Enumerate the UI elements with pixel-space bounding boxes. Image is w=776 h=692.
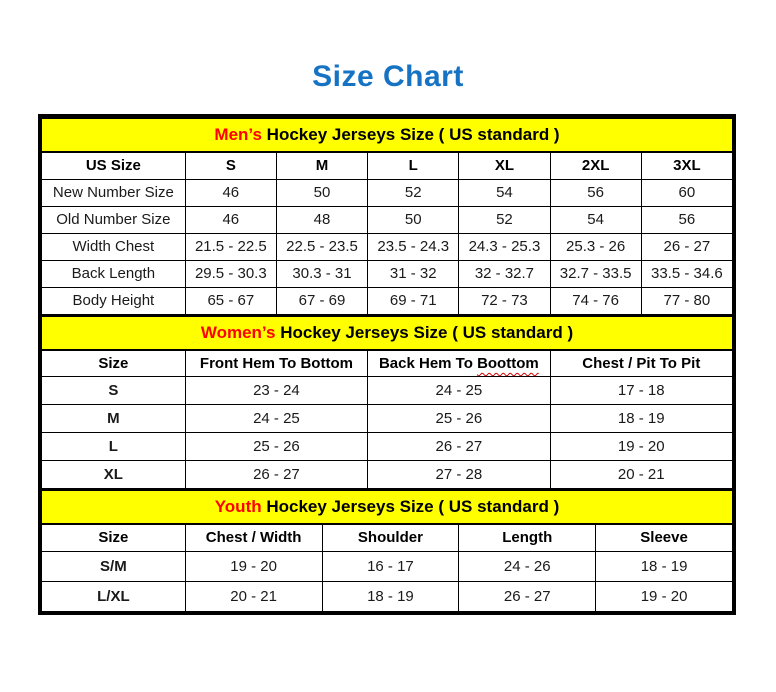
column-header: Sleeve xyxy=(596,524,733,551)
size-cell: 25 - 26 xyxy=(368,405,550,433)
size-cell: 29.5 - 30.3 xyxy=(185,260,276,287)
size-cell: 46 xyxy=(185,179,276,206)
column-header: S xyxy=(185,152,276,179)
size-cell: 54 xyxy=(550,206,641,233)
column-header: Shoulder xyxy=(322,524,459,551)
size-cell: 30.3 - 31 xyxy=(276,260,367,287)
size-cell: 27 - 28 xyxy=(368,461,550,489)
size-cell: 25.3 - 26 xyxy=(550,233,641,260)
table-row xyxy=(42,581,733,611)
size-cell: 19 - 20 xyxy=(185,551,322,581)
column-header: Length xyxy=(459,524,596,551)
youth-section-header xyxy=(42,490,733,524)
womens-section-header xyxy=(42,316,733,350)
size-cell: 18 - 19 xyxy=(596,551,733,581)
column-header: Size xyxy=(42,350,186,377)
youth-section-title: Hockey Jerseys Size ( US standard ) xyxy=(261,497,560,516)
column-header: US Size xyxy=(42,152,186,179)
size-cell: 18 - 19 xyxy=(322,581,459,611)
size-cell: 31 - 32 xyxy=(368,260,459,287)
size-cell: 26 - 27 xyxy=(459,581,596,611)
table-row xyxy=(42,287,733,314)
page-title: Size Chart xyxy=(312,60,464,93)
misspelled-word: Boottom xyxy=(477,354,539,372)
column-header: 2XL xyxy=(550,152,641,179)
table-row xyxy=(42,260,733,287)
womens-header-row xyxy=(42,350,733,377)
size-cell: 24 - 26 xyxy=(459,551,596,581)
mens-section-accent: Men’s xyxy=(214,125,262,144)
mens-section-header xyxy=(42,118,733,152)
size-cell: 23 - 24 xyxy=(185,377,367,405)
youth-size-table xyxy=(41,489,733,612)
size-cell: 24 - 25 xyxy=(368,377,550,405)
column-header: M xyxy=(276,152,367,179)
column-header: Chest / Width xyxy=(185,524,322,551)
size-cell: 24 - 25 xyxy=(185,405,367,433)
size-cell: 72 - 73 xyxy=(459,287,550,314)
table-row xyxy=(42,377,733,405)
size-cell: 50 xyxy=(276,179,367,206)
column-header: L xyxy=(368,152,459,179)
row-label: Body Height xyxy=(42,287,186,314)
table-row xyxy=(42,405,733,433)
mens-size-table xyxy=(41,117,733,315)
column-header: Chest / Pit To Pit xyxy=(550,350,732,377)
size-cell: 74 - 76 xyxy=(550,287,641,314)
column-header: Back Hem To Boottom xyxy=(368,350,550,377)
row-label: S xyxy=(42,377,186,405)
column-header: Size xyxy=(42,524,186,551)
column-header: XL xyxy=(459,152,550,179)
size-cell: 52 xyxy=(368,179,459,206)
size-chart-tables xyxy=(38,114,736,615)
mens-header-row xyxy=(42,152,733,179)
mens-section-title: Hockey Jerseys Size ( US standard ) xyxy=(261,125,560,144)
youth-section-accent: Youth xyxy=(214,497,262,516)
size-cell: 46 xyxy=(185,206,276,233)
row-label: Back Length xyxy=(42,260,186,287)
size-cell: 24.3 - 25.3 xyxy=(459,233,550,260)
row-label: M xyxy=(42,405,186,433)
table-row xyxy=(42,179,733,206)
size-cell: 69 - 71 xyxy=(368,287,459,314)
size-cell: 56 xyxy=(641,206,732,233)
size-cell: 26 - 27 xyxy=(185,461,367,489)
table-row xyxy=(42,206,733,233)
size-cell: 22.5 - 23.5 xyxy=(276,233,367,260)
size-cell: 19 - 20 xyxy=(596,581,733,611)
table-row xyxy=(42,551,733,581)
row-label: New Number Size xyxy=(42,179,186,206)
size-cell: 67 - 69 xyxy=(276,287,367,314)
size-cell: 26 - 27 xyxy=(641,233,732,260)
size-cell: 23.5 - 24.3 xyxy=(368,233,459,260)
size-cell: 21.5 - 22.5 xyxy=(185,233,276,260)
table-row xyxy=(42,433,733,461)
size-cell: 52 xyxy=(459,206,550,233)
size-cell: 50 xyxy=(368,206,459,233)
size-cell: 26 - 27 xyxy=(368,433,550,461)
size-cell: 19 - 20 xyxy=(550,433,732,461)
size-cell: 16 - 17 xyxy=(322,551,459,581)
size-cell: 77 - 80 xyxy=(641,287,732,314)
column-header: Front Hem To Bottom xyxy=(185,350,367,377)
size-cell: 33.5 - 34.6 xyxy=(641,260,732,287)
size-cell: 20 - 21 xyxy=(550,461,732,489)
size-cell: 18 - 19 xyxy=(550,405,732,433)
size-cell: 17 - 18 xyxy=(550,377,732,405)
womens-section-title: Hockey Jerseys Size ( US standard ) xyxy=(275,322,574,342)
row-label: S/M xyxy=(42,551,186,581)
size-cell: 32.7 - 33.5 xyxy=(550,260,641,287)
size-cell: 56 xyxy=(550,179,641,206)
column-header: 3XL xyxy=(641,152,732,179)
size-cell: 32 - 32.7 xyxy=(459,260,550,287)
table-row xyxy=(42,461,733,489)
row-label: Old Number Size xyxy=(42,206,186,233)
row-label: L xyxy=(42,433,186,461)
youth-header-row xyxy=(42,524,733,551)
size-cell: 60 xyxy=(641,179,732,206)
row-label: Width Chest xyxy=(42,233,186,260)
size-cell: 54 xyxy=(459,179,550,206)
size-cell: 48 xyxy=(276,206,367,233)
size-cell: 20 - 21 xyxy=(185,581,322,611)
size-cell: 25 - 26 xyxy=(185,433,367,461)
row-label: XL xyxy=(42,461,186,489)
table-row xyxy=(42,233,733,260)
size-cell: 65 - 67 xyxy=(185,287,276,314)
womens-section-accent: Women’s xyxy=(200,322,276,342)
womens-size-table xyxy=(41,315,733,490)
row-label: L/XL xyxy=(42,581,186,611)
